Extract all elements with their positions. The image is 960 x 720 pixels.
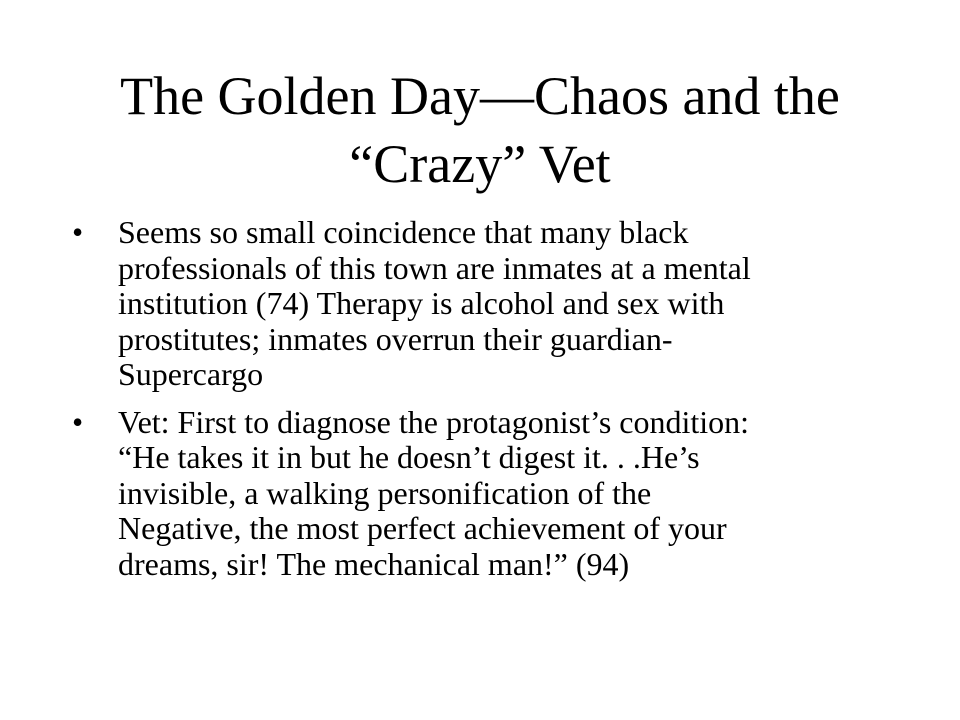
- bullet-line: prostitutes; inmates overrun their guardian-: [118, 320, 673, 357]
- bullet-line: dreams, sir! The mechanical man!” (94): [118, 545, 630, 582]
- bullet-line: Vet: First to diagnose the protagonist’s condition:: [118, 403, 750, 440]
- bullet-marker: •: [72, 403, 84, 440]
- bullet-text: [118, 215, 892, 393]
- bullet-line: institution (74) Therapy is alcohol and sex with: [118, 285, 725, 321]
- bullet-marker: •: [72, 214, 84, 250]
- bullet-line: invisible, a walking personification of the: [118, 474, 652, 511]
- bullet-line: professionals of this town are inmates at a mental: [118, 249, 751, 286]
- bullet-item-vet: [72, 405, 892, 583]
- bullet-item-therapy: [72, 215, 892, 393]
- bullet-line: Supercargo: [118, 356, 264, 392]
- bullet-line: Negative, the most perfect achievement of your: [118, 510, 727, 546]
- title-line: The Golden Day—Chaos and the: [120, 66, 840, 126]
- title-line: “Crazy” Vet: [349, 134, 611, 194]
- slide-title: [48, 62, 912, 198]
- bullet-list: [72, 215, 892, 594]
- bullet-line: Seems so small coincidence that many black: [118, 214, 689, 250]
- bullet-text: [118, 405, 892, 583]
- bullet-line: “He takes it in but he doesn’t digest it. . .He’s: [118, 439, 700, 475]
